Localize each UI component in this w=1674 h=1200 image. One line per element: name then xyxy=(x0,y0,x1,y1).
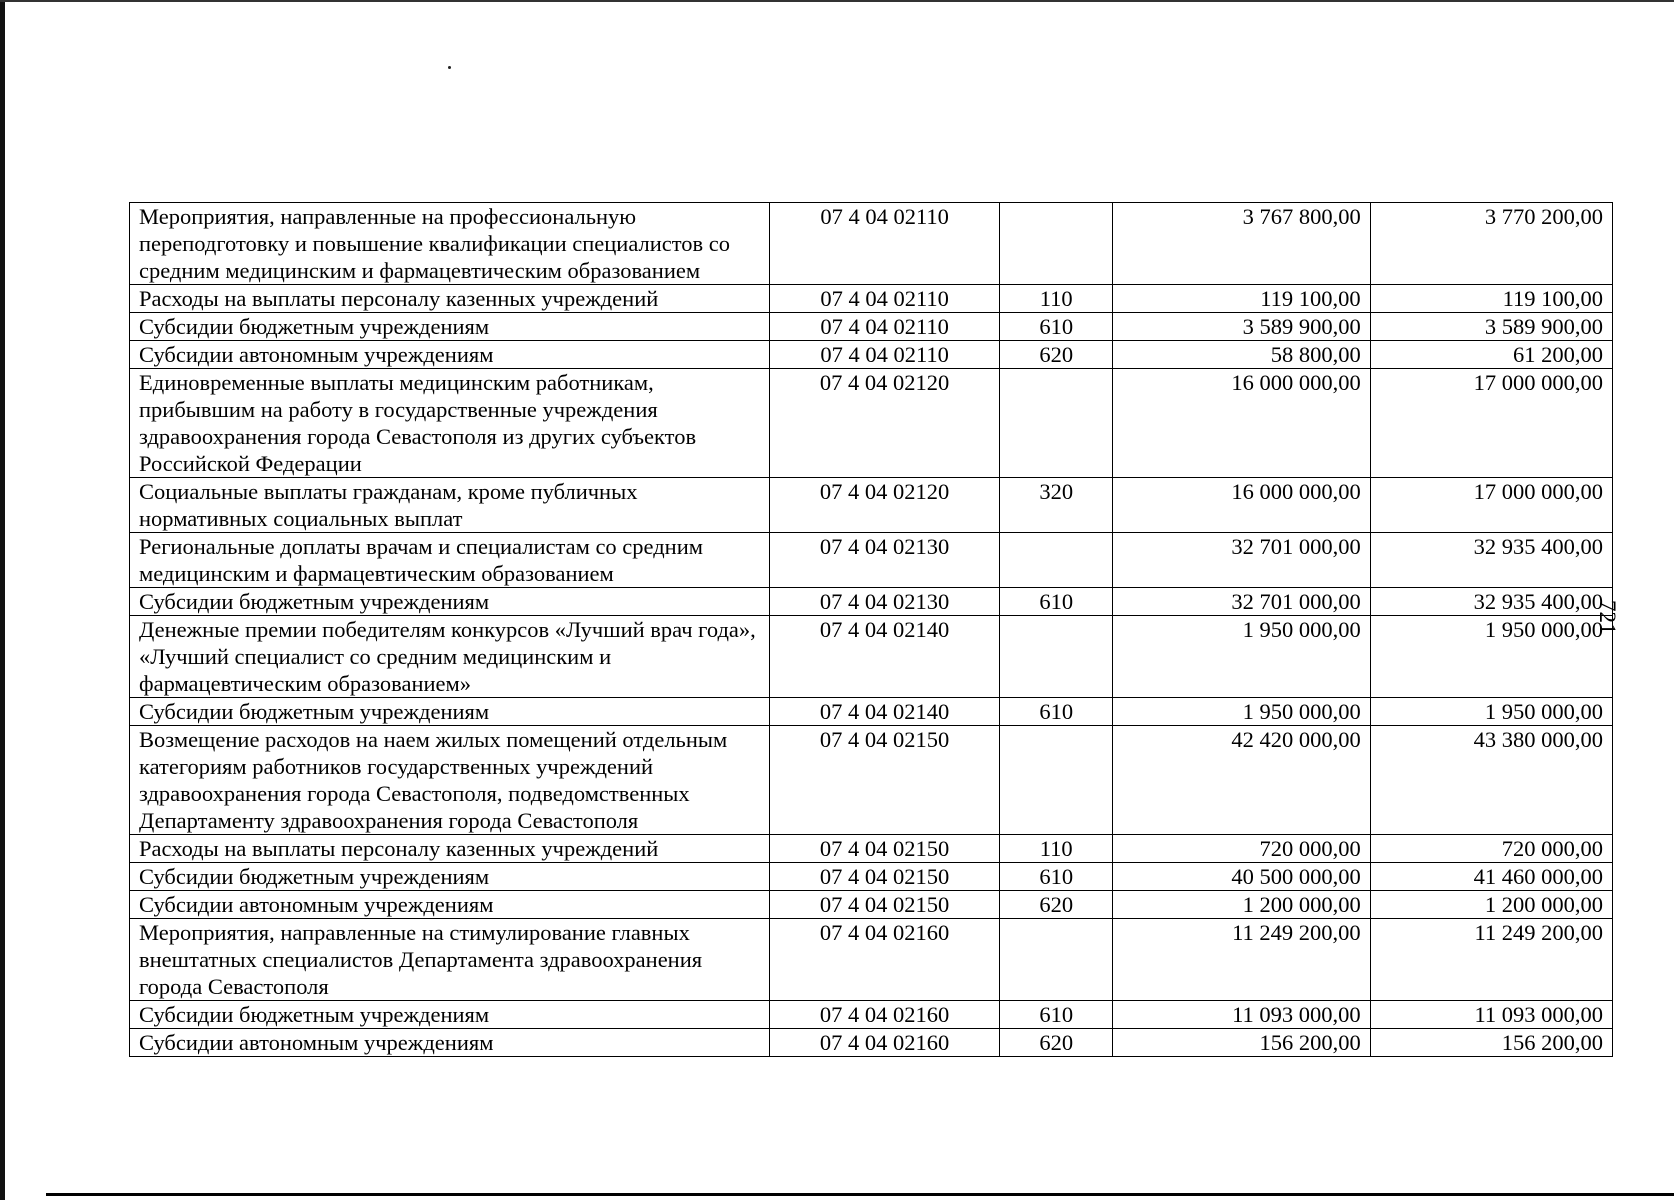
target-code-cell: 07 4 04 02130 xyxy=(770,588,1000,616)
table-row xyxy=(130,1001,1613,1029)
table-row xyxy=(130,616,1613,698)
expense-type-cell: 610 xyxy=(1000,1001,1113,1029)
table-row xyxy=(130,726,1613,835)
expense-name-cell: Мероприятия, направленные на профессиональную переподготовку и повышение квалификации специалистов со средним медицинским и фармацевтическим образованием xyxy=(130,203,770,285)
amount-year1-cell: 11 249 200,00 xyxy=(1113,919,1370,1001)
target-code-cell: 07 4 04 02110 xyxy=(770,203,1000,285)
amount-year2-cell: 11 093 000,00 xyxy=(1370,1001,1612,1029)
expense-name-cell: Региональные доплаты врачам и специалистам со средним медицинским и фармацевтическим образованием xyxy=(130,533,770,588)
expense-type-cell xyxy=(1000,203,1113,285)
bottom-rule xyxy=(46,1193,1674,1196)
amount-year1-cell: 3 589 900,00 xyxy=(1113,313,1370,341)
table-row xyxy=(130,863,1613,891)
amount-year1-cell: 3 767 800,00 xyxy=(1113,203,1370,285)
expense-type-cell: 620 xyxy=(1000,891,1113,919)
amount-year2-cell: 32 935 400,00 xyxy=(1370,588,1612,616)
expense-name-cell: Субсидии автономным учреждениям xyxy=(130,891,770,919)
scan-edge-top xyxy=(0,0,1674,2)
amount-year1-cell: 1 200 000,00 xyxy=(1113,891,1370,919)
target-code-cell: 07 4 04 02140 xyxy=(770,616,1000,698)
target-code-cell: 07 4 04 02150 xyxy=(770,726,1000,835)
amount-year1-cell: 1 950 000,00 xyxy=(1113,698,1370,726)
amount-year2-cell: 3 770 200,00 xyxy=(1370,203,1612,285)
amount-year2-cell: 1 950 000,00 xyxy=(1370,698,1612,726)
target-code-cell: 07 4 04 02160 xyxy=(770,1029,1000,1057)
amount-year1-cell: 32 701 000,00 xyxy=(1113,588,1370,616)
table-row xyxy=(130,698,1613,726)
amount-year1-cell: 119 100,00 xyxy=(1113,285,1370,313)
budget-table xyxy=(129,202,1613,1057)
expense-name-cell: Субсидии бюджетным учреждениям xyxy=(130,1001,770,1029)
table-row xyxy=(130,835,1613,863)
expense-name-cell: Субсидии бюджетным учреждениям xyxy=(130,313,770,341)
expense-type-cell: 110 xyxy=(1000,835,1113,863)
amount-year1-cell: 40 500 000,00 xyxy=(1113,863,1370,891)
table-row xyxy=(130,478,1613,533)
amount-year2-cell: 119 100,00 xyxy=(1370,285,1612,313)
expense-type-cell xyxy=(1000,726,1113,835)
table-row xyxy=(130,1029,1613,1057)
target-code-cell: 07 4 04 02120 xyxy=(770,369,1000,478)
expense-type-cell xyxy=(1000,616,1113,698)
expense-name-cell: Социальные выплаты гражданам, кроме публичных нормативных социальных выплат xyxy=(130,478,770,533)
target-code-cell: 07 4 04 02110 xyxy=(770,285,1000,313)
expense-name-cell: Мероприятия, направленные на стимулирование главных внештатных специалистов Департамента здравоохранения города Севастополя xyxy=(130,919,770,1001)
amount-year1-cell: 16 000 000,00 xyxy=(1113,369,1370,478)
expense-type-cell: 110 xyxy=(1000,285,1113,313)
amount-year1-cell: 720 000,00 xyxy=(1113,835,1370,863)
target-code-cell: 07 4 04 02160 xyxy=(770,1001,1000,1029)
target-code-cell: 07 4 04 02160 xyxy=(770,919,1000,1001)
expense-name-cell: Субсидии бюджетным учреждениям xyxy=(130,863,770,891)
amount-year2-cell: 1 200 000,00 xyxy=(1370,891,1612,919)
amount-year2-cell: 156 200,00 xyxy=(1370,1029,1612,1057)
amount-year2-cell: 43 380 000,00 xyxy=(1370,726,1612,835)
expense-type-cell: 320 xyxy=(1000,478,1113,533)
amount-year1-cell: 58 800,00 xyxy=(1113,341,1370,369)
expense-name-cell: Расходы на выплаты персоналу казенных учреждений xyxy=(130,835,770,863)
target-code-cell: 07 4 04 02150 xyxy=(770,835,1000,863)
amount-year2-cell: 720 000,00 xyxy=(1370,835,1612,863)
target-code-cell: 07 4 04 02150 xyxy=(770,863,1000,891)
amount-year1-cell: 156 200,00 xyxy=(1113,1029,1370,1057)
expense-type-cell: 610 xyxy=(1000,863,1113,891)
table-row xyxy=(130,203,1613,285)
table-row xyxy=(130,533,1613,588)
expense-type-cell xyxy=(1000,533,1113,588)
table-row xyxy=(130,313,1613,341)
expense-type-cell xyxy=(1000,919,1113,1001)
amount-year2-cell: 32 935 400,00 xyxy=(1370,533,1612,588)
expense-name-cell: Субсидии автономным учреждениям xyxy=(130,1029,770,1057)
page-number: 721 xyxy=(1595,600,1620,635)
table-row xyxy=(130,588,1613,616)
expense-name-cell: Денежные премии победителям конкурсов «Лучший врач года», «Лучший специалист со средним медицинским и фармацевтическим образованием» xyxy=(130,616,770,698)
amount-year1-cell: 42 420 000,00 xyxy=(1113,726,1370,835)
target-code-cell: 07 4 04 02110 xyxy=(770,313,1000,341)
expense-name-cell: Единовременные выплаты медицинским работникам, прибывшим на работу в государственные учреждения здравоохранения города Севастополя из других субъектов Российской Федерации xyxy=(130,369,770,478)
target-code-cell: 07 4 04 02120 xyxy=(770,478,1000,533)
expense-name-cell: Субсидии бюджетным учреждениям xyxy=(130,698,770,726)
amount-year2-cell: 41 460 000,00 xyxy=(1370,863,1612,891)
amount-year2-cell: 17 000 000,00 xyxy=(1370,369,1612,478)
target-code-cell: 07 4 04 02150 xyxy=(770,891,1000,919)
expense-type-cell: 620 xyxy=(1000,341,1113,369)
amount-year2-cell: 17 000 000,00 xyxy=(1370,478,1612,533)
scan-speck xyxy=(448,66,451,69)
amount-year1-cell: 16 000 000,00 xyxy=(1113,478,1370,533)
expense-type-cell: 620 xyxy=(1000,1029,1113,1057)
expense-type-cell: 610 xyxy=(1000,313,1113,341)
expense-type-cell xyxy=(1000,369,1113,478)
table-row xyxy=(130,369,1613,478)
expense-name-cell: Субсидии бюджетным учреждениям xyxy=(130,588,770,616)
expense-name-cell: Субсидии автономным учреждениям xyxy=(130,341,770,369)
target-code-cell: 07 4 04 02140 xyxy=(770,698,1000,726)
table-row xyxy=(130,919,1613,1001)
expense-name-cell: Расходы на выплаты персоналу казенных учреждений xyxy=(130,285,770,313)
amount-year2-cell: 11 249 200,00 xyxy=(1370,919,1612,1001)
expense-type-cell: 610 xyxy=(1000,698,1113,726)
target-code-cell: 07 4 04 02110 xyxy=(770,341,1000,369)
amount-year1-cell: 11 093 000,00 xyxy=(1113,1001,1370,1029)
budget-table-body xyxy=(130,203,1613,1057)
scan-edge xyxy=(0,0,5,1200)
amount-year2-cell: 3 589 900,00 xyxy=(1370,313,1612,341)
table-row xyxy=(130,341,1613,369)
table-row xyxy=(130,891,1613,919)
amount-year1-cell: 32 701 000,00 xyxy=(1113,533,1370,588)
amount-year2-cell: 1 950 000,00 xyxy=(1370,616,1612,698)
expense-type-cell: 610 xyxy=(1000,588,1113,616)
table-row xyxy=(130,285,1613,313)
expense-name-cell: Возмещение расходов на наем жилых помещений отдельным категориям работников государственных учреждений здравоохранения города Севастополя, подведомственных Департаменту здравоохранения города Севастополя xyxy=(130,726,770,835)
target-code-cell: 07 4 04 02130 xyxy=(770,533,1000,588)
amount-year2-cell: 61 200,00 xyxy=(1370,341,1612,369)
amount-year1-cell: 1 950 000,00 xyxy=(1113,616,1370,698)
